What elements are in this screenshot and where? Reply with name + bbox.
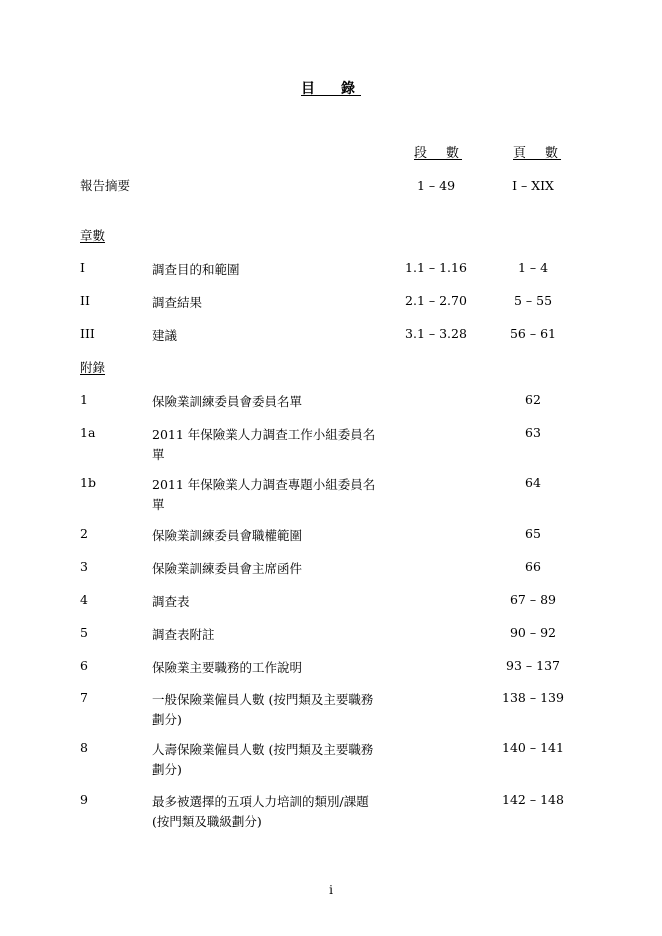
appendix-number: 1a [80,425,96,440]
chapter-title: 調查目的和範圍 [152,262,240,277]
appendix-number: 1 [80,392,88,407]
appendix-title: 調查表附註 [152,627,215,642]
appendix-number: 4 [80,592,88,607]
chapter-paragraphs: 3.1 – 3.28 [405,326,467,341]
appendix-pages: 138 – 139 [502,690,564,705]
appendix-number: 6 [80,658,88,673]
appendix-pages: 90 – 92 [509,625,556,640]
appendix-number: 8 [80,740,88,755]
appendix-number: 9 [80,792,88,807]
appendix-title: 保險業訓練委員會委員名單 [152,394,303,409]
appendix-title: 保險業訓練委員會職權範圍 [152,528,303,543]
appendix-pages: 63 [525,425,541,440]
chapter-pages: 1 – 4 [517,260,549,275]
chapter-number: II [80,293,90,308]
appendix-pages: 140 – 141 [502,740,564,755]
appendix-number: 1b [80,475,96,490]
chapter-number: I [80,260,85,275]
chapter-title: 調查結果 [152,295,203,310]
chapter-pages: 56 – 61 [509,326,556,341]
appendix-number: 5 [80,625,88,640]
appendix-pages: 67 – 89 [509,592,556,607]
appendix-pages: 62 [525,392,541,407]
appendix-title: 調查表 [152,594,190,609]
page-title: 目 錄 [301,81,361,97]
appendix-pages: 93 – 137 [506,658,560,673]
appendix-heading: 附錄 [80,360,106,375]
summary-paragraphs: 1 – 49 [416,178,456,193]
appendix-title: 最多被選擇的五項人力培訓的類別/課題 (按門類及職級劃分) [152,794,369,829]
chapters-heading: 章數 [80,228,106,243]
chapter-number: III [80,326,95,341]
chapter-paragraphs: 2.1 – 2.70 [405,293,467,308]
appendix-title: 2011 年保險業人力調查專題小組委員名單 [152,477,376,512]
appendix-number: 2 [80,526,88,541]
column-header-paragraphs: 段 數 [414,146,463,161]
appendix-title: 保險業主要職務的工作說明 [152,660,303,675]
appendix-title: 一般保險業僱員人數 (按門類及主要職務劃分) [152,692,374,727]
appendix-number: 7 [80,690,88,705]
appendix-pages: 64 [525,475,541,490]
page-number: i [329,883,333,897]
appendix-number: 3 [80,559,88,574]
chapter-paragraphs: 1.1 – 1.16 [405,260,467,275]
appendix-pages: 66 [525,559,541,574]
chapter-pages: 5 – 55 [513,293,553,308]
summary-pages: I – XIX [512,178,554,193]
chapter-title: 建議 [152,328,178,343]
appendix-title: 保險業訓練委員會主席函件 [152,561,303,576]
summary-label: 報告摘要 [80,178,131,193]
appendix-pages: 142 – 148 [502,792,564,807]
column-header-pages: 頁 數 [513,146,562,161]
appendix-title: 人壽保險業僱員人數 (按門類及主要職務劃分) [152,742,374,777]
appendix-title: 2011 年保險業人力調查工作小組委員名單 [152,427,376,462]
appendix-pages: 65 [525,526,541,541]
